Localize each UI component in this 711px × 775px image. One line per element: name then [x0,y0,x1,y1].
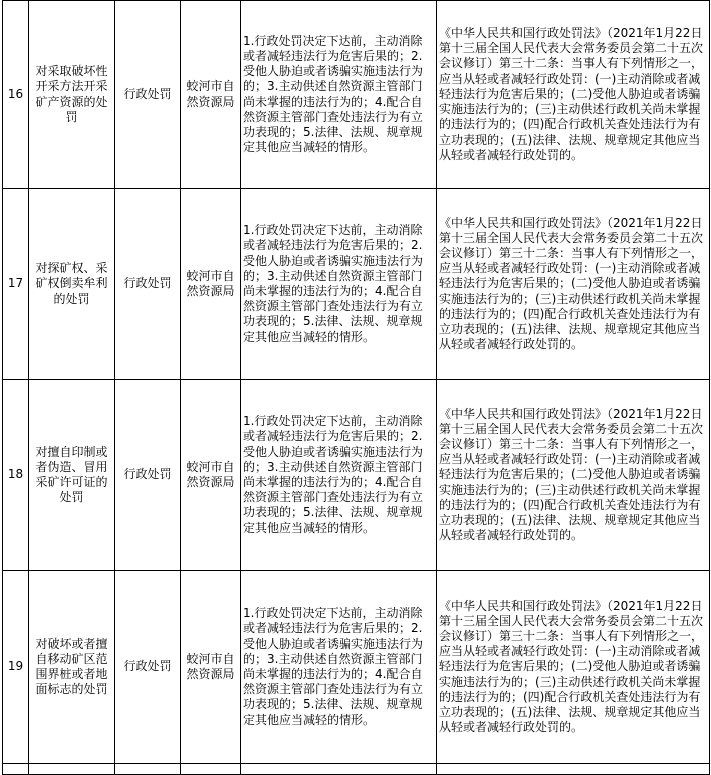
item-type: 行政处罚 [115,189,181,380]
item-name: 对破坏或者擅自移动矿区范围界桩或者地面标志的处罚 [29,571,115,764]
responsible-department: 蛟河市自然资源局 [181,380,241,571]
table-row [3,189,710,380]
table-row [3,571,710,764]
legal-basis: 《中华人民共和国行政处罚法》（2021年1月22日第十三届全国人民代表大会常务委员会第二十五次会议修订）第三十二条：当事人有下列情形之一，应当从轻或者减轻行政处罚：(一)主动消除或者减轻违法行为危害后果的；(二)受他人胁迫或者诱骗实施违法行为的；(三)主动供述行政机关尚未掌握的违法行为的；(四)配合行政机关查处违法行为有立功表现的；(五)法律、法规、规章规定其他应当从轻或者减轻行政处罚的。 [437,380,710,571]
responsible-department: 蛟河市自然资源局 [181,189,241,380]
item-type: 行政处罚 [115,380,181,571]
row-number: 18 [3,380,29,571]
legal-basis: 《中华人民共和国行政处罚法》（2021年1月22日第十三届全国人民代表大会常务委员会第二十五次会议修订）第三十二条：当事人有下列情形之一，应当从轻或者减轻行政处罚：(一)主动消除或者减轻违法行为危害后果的；(二)受他人胁迫或者诱骗实施违法行为的；(三)主动供述行政机关尚未掌握的违法行为的；(四)配合行政机关查处违法行为有立功表现的；(五)法律、法规、规章规定其他应当从轻或者减轻行政处罚的。 [437,1,710,189]
legal-basis: 《中华人民共和国行政处罚法》（2021年1月22日第十三届全国人民代表大会常务委员会第二十五次会议修订）第三十二条：当事人有下列情形之一，应当从轻或者减轻行政处罚：(一)主动消除或者减轻违法行为危害后果的；(二)受他人胁迫或者诱骗实施违法行为的；(三)主动供述行政机关尚未掌握的违法行为的；(四)配合行政机关查处违法行为有立功表现的；(五)法律、法规、规章规定其他应当从轻或者减轻行政处罚的。 [437,189,710,380]
row-number: 19 [3,571,29,764]
penalty-table [2,0,710,775]
responsible-department: 蛟河市自然资源局 [181,571,241,764]
item-name: 对擅自印制或者伪造、冒用采矿许可证的处罚 [29,380,115,571]
mitigation-conditions: 1.行政处罚决定下达前，主动消除或者减轻违法行为危害后果的；2.受他人胁迫或者诱骗实施违法行为的；3.主动供述自然资源主管部门尚未掌握的违法行为的；4.配合自然资源主管部门查处违法行为有立功表现的；5.法律、法规、规章规定其他应当减轻的情形。 [241,571,437,764]
item-type: 行政处罚 [115,571,181,764]
mitigation-conditions: 1.行政处罚决定下达前，主动消除或者减轻违法行为危害后果的；2.受他人胁迫或者诱骗实施违法行为的；3.主动供述自然资源主管部门尚未掌握的违法行为的；4.配合自然资源主管部门查处违法行为有立功表现的；5.法律、法规、规章规定其他应当减轻的情形。 [241,380,437,571]
mitigation-conditions: 1.行政处罚决定下达前，主动消除或者减轻违法行为危害后果的；2.受他人胁迫或者诱骗实施违法行为的；3.主动供述自然资源主管部门尚未掌握的违法行为的；4.配合自然资源主管部门查处违法行为有立功表现的；5.法律、法规、规章规定其他应当减轻的情形。 [241,1,437,189]
responsible-department: 蛟河市自然资源局 [181,1,241,189]
item-type: 行政处罚 [115,1,181,189]
item-name: 对探矿权、采矿权倒卖牟利的处罚 [29,189,115,380]
item-name: 对采取破坏性开采方法开采矿产资源的处罚 [29,1,115,189]
table-row [3,1,710,189]
mitigation-conditions: 1.行政处罚决定下达前，主动消除或者减轻违法行为危害后果的；2.受他人胁迫或者诱骗实施违法行为的；3.主动供述自然资源主管部门尚未掌握的违法行为的；4.配合自然资源主管部门查处违法行为有立功表现的；5.法律、法规、规章规定其他应当减轻的情形。 [241,189,437,380]
row-number: 16 [3,1,29,189]
row-number: 17 [3,189,29,380]
table-row [3,380,710,571]
legal-basis: 《中华人民共和国行政处罚法》（2021年1月22日第十三届全国人民代表大会常务委员会第二十五次会议修订）第三十二条：当事人有下列情形之一，应当从轻或者减轻行政处罚：(一)主动消除或者减轻违法行为危害后果的；(二)受他人胁迫或者诱骗实施违法行为的；(三)主动供述行政机关尚未掌握的违法行为的；(四)配合行政机关查处违法行为有立功表现的；(五)法律、法规、规章规定其他应当从轻或者减轻行政处罚的。 [437,571,710,764]
